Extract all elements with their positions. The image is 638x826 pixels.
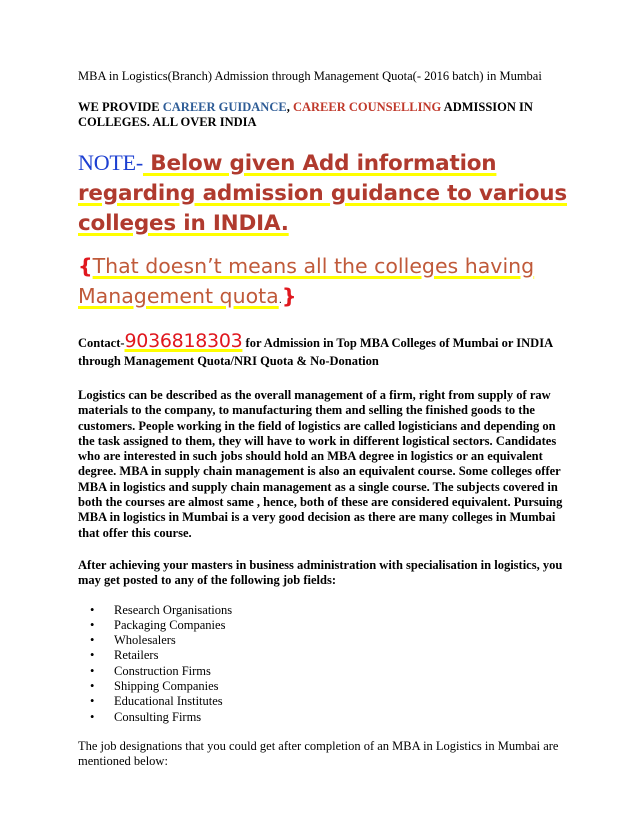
bullet-icon: •: [90, 679, 95, 694]
list-item: [90, 603, 568, 618]
list-item-text: Consulting Firms: [114, 709, 202, 724]
bullet-icon: •: [90, 694, 95, 709]
bullet-icon: •: [90, 709, 95, 724]
services-suffix: ADMISSION IN COLLEGES. ALL OVER INDIA: [78, 100, 533, 129]
bullet-icon: •: [90, 663, 95, 678]
list-item-text: Educational Institutes: [114, 694, 223, 709]
list-item-text: Packaging Companies: [114, 617, 226, 632]
logistics-paragraph: Logistics can be described as the overall management of a firm, right from supply of raw materials to the company, to manufacturing them and selling the finished goods to the customers. People working in the field of logistics are called logisticians and depending on the task assigned to them, they will have to work in different logistical sectors. Candidates who are interested in such jobs should hold an MBA degree in logistics or an equivalent degree. MBA in supply chain management is also an equivalent course. Some colleges offer MBA in logistics and supply chain management as a single course. The subjects covered in both the courses are almost same , hence, both of these are considered equivalent. Pursuing MBA in logistics in Mumbai is a very good decision as there are many colleges in Mumbai that offer this course.: [78, 388, 563, 540]
document-page: [78, 68, 568, 770]
bullet-icon: •: [90, 648, 95, 663]
list-item: [90, 664, 568, 679]
list-item: [90, 618, 568, 633]
list-item-text: Research Organisations: [114, 602, 233, 617]
bullet-icon: •: [90, 602, 95, 617]
contact-label: Contact-: [78, 336, 125, 350]
list-item-text: Shipping Companies: [114, 679, 219, 694]
services-comma: ,: [286, 100, 293, 114]
career-guidance-text: CAREER GUIDANCE: [162, 100, 287, 114]
bullet-icon: •: [90, 633, 95, 648]
disclaimer-close-brace: }: [281, 284, 297, 308]
services-line: [78, 100, 568, 130]
contact-text: for Admission in Top MBA Colleges of Mumbai or INDIA through Management Quota/NRI Quota & No-Donation: [78, 336, 553, 368]
list-item: [90, 679, 568, 694]
disclaimer-dot: .: [278, 295, 282, 306]
note-label: NOTE-: [78, 150, 143, 175]
list-item: [90, 710, 568, 725]
list-item: [90, 648, 568, 663]
contact-line: [78, 332, 568, 370]
phone-number[interactable]: 9036818303: [124, 330, 243, 352]
job-designations-intro: The job designations that you could get after completion of an MBA in Logistics in Mumbai are mentioned below:: [78, 738, 559, 769]
bullet-icon: •: [90, 617, 95, 632]
job-fields-list: [78, 603, 568, 725]
list-item: [90, 694, 568, 709]
list-item: [90, 633, 568, 648]
document-title: MBA in Logistics(Branch) Admission through Management Quota(- 2016 batch) in Mumbai: [78, 69, 542, 83]
services-prefix: WE PROVIDE: [78, 100, 163, 114]
career-counselling-text: CAREER COUNSELLING: [292, 100, 442, 114]
list-item-text: Construction Firms: [114, 663, 211, 678]
note-text: Below given Add information regarding admission guidance to various colleges in INDIA.: [78, 151, 568, 236]
disclaimer: [78, 251, 568, 316]
disclaimer-text: That doesn’t means all the colleges having Management quota: [78, 254, 535, 308]
list-item-text: Retailers: [114, 648, 159, 663]
job-fields-intro: After achieving your masters in business administration with specialisation in logistics, you may get posted to any of the following job fields:: [78, 557, 563, 588]
disclaimer-open-brace: {: [78, 254, 93, 278]
list-item-text: Wholesalers: [114, 633, 176, 648]
note-heading: [78, 148, 568, 239]
